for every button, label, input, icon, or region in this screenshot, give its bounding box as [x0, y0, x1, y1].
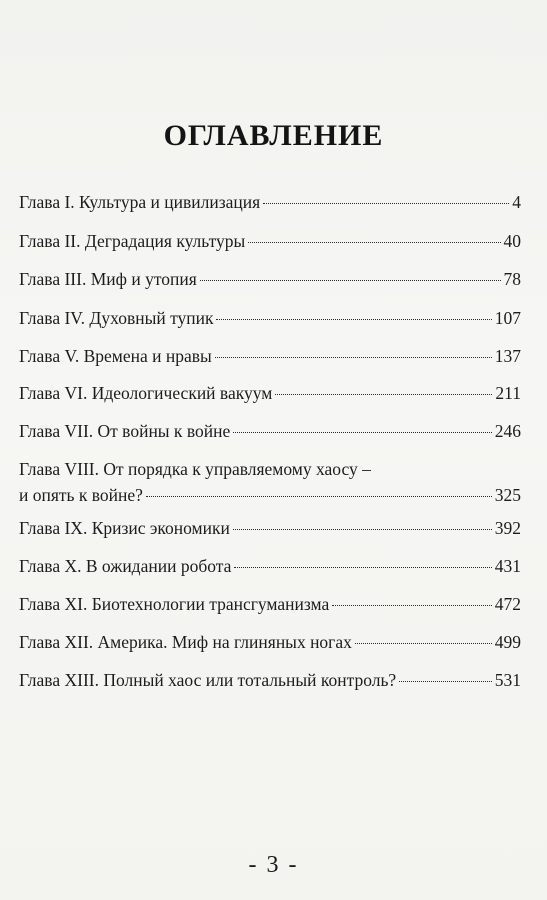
toc-entry [19, 230, 521, 252]
toc-page-number: 40 [503, 231, 521, 251]
leader-dots [399, 681, 492, 682]
toc-entry-label: Глава V. Времена и нравы [19, 346, 212, 366]
toc-entry [19, 517, 521, 539]
toc-entry-label: Глава VI. Идеологический вакуум [19, 383, 273, 403]
toc-entry-label: Глава III. Миф и утопия [19, 269, 197, 289]
leader-dots [146, 496, 492, 497]
leader-dots [233, 432, 492, 433]
toc-entry [19, 669, 521, 691]
toc-entry-label: Глава II. Деградация культуры [19, 231, 246, 251]
leader-dots [355, 643, 492, 644]
leader-dots [216, 319, 491, 320]
toc-page-number: 472 [494, 594, 521, 614]
toc-entry [19, 420, 521, 442]
toc-page-number: 531 [494, 670, 521, 690]
toc-entry-label: и опять к войне? [19, 485, 143, 505]
toc-page-number: 325 [494, 485, 521, 505]
toc-page-number: 392 [494, 518, 521, 538]
page-title: ОГЛАВЛЕНИЕ [163, 119, 384, 152]
toc-entry [19, 555, 521, 577]
leader-dots [233, 529, 492, 530]
toc-entry [19, 307, 521, 329]
toc-entry [19, 458, 521, 506]
toc-entry-label: Глава X. В ожидании робота [19, 556, 232, 576]
leader-dots [248, 242, 500, 243]
toc-page-number: 211 [495, 383, 521, 403]
toc-entry-label: Глава XII. Америка. Миф на глиняных ногах [19, 632, 352, 652]
toc-entry-label: Глава XIII. Полный хаос или тотальный контроль? [19, 670, 397, 690]
toc-entry-label: Глава I. Культура и цивилизация [19, 192, 261, 212]
toc-page-number: 78 [503, 269, 521, 289]
leader-dots [234, 567, 491, 568]
page-number: - 3 - [248, 852, 299, 878]
leader-dots [200, 280, 501, 281]
toc-entry [19, 593, 521, 615]
toc-entry [19, 268, 521, 290]
toc-page-number: 431 [494, 556, 521, 576]
toc-entry [19, 191, 521, 213]
leader-dots [332, 605, 491, 606]
leader-dots [263, 203, 509, 204]
toc-entry-label: Глава IX. Кризис экономики [19, 518, 230, 538]
toc-page-number: 137 [494, 346, 521, 366]
toc-entry-label: Глава XI. Биотехнологии трансгуманизма [19, 594, 330, 614]
toc-page-number: 4 [512, 192, 521, 212]
toc-entry-label: Глава VII. От войны к войне [19, 421, 231, 441]
toc-page-number: 107 [494, 308, 521, 328]
leader-dots [215, 357, 492, 358]
toc-page-number: 499 [494, 632, 521, 652]
toc-entry [19, 382, 521, 404]
toc-page-number: 246 [494, 421, 521, 441]
toc-entry [19, 631, 521, 653]
leader-dots [275, 394, 492, 395]
toc-entry [19, 345, 521, 367]
toc-entry-label-line1: Глава VIII. От порядка к управляемому хаосу – [19, 459, 371, 479]
toc-entry-label: Глава IV. Духовный тупик [19, 308, 214, 328]
